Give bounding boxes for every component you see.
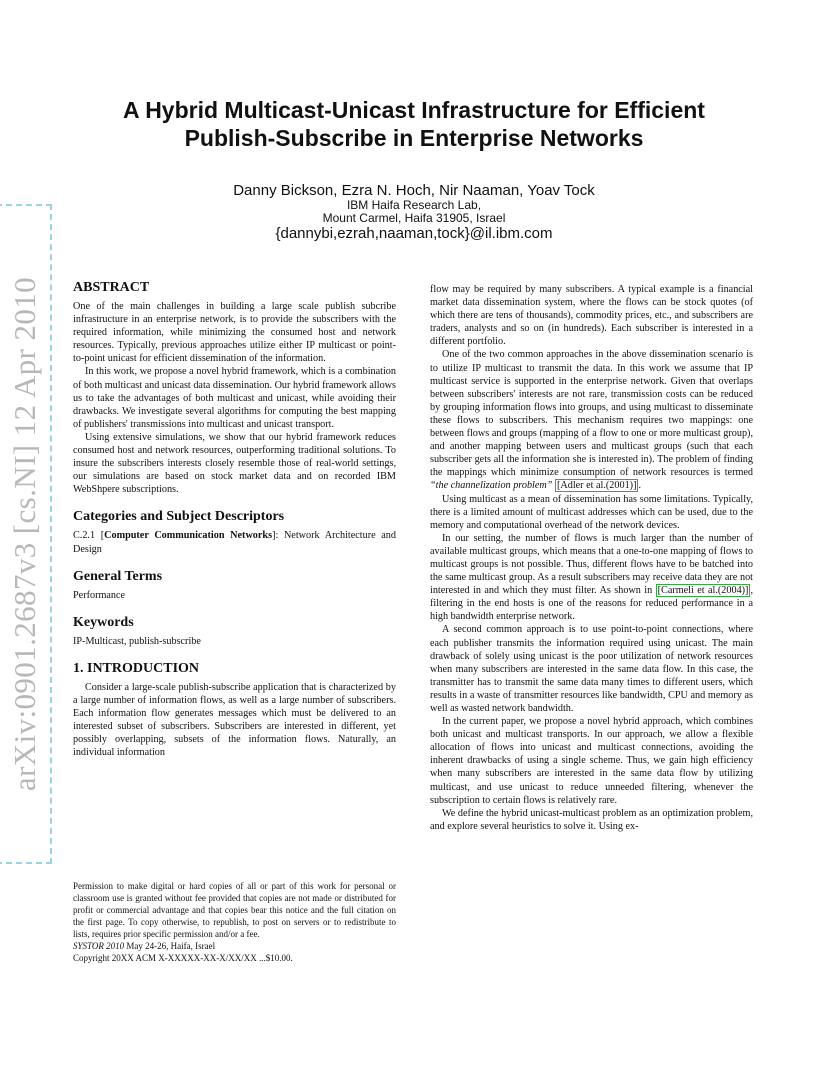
general-terms-heading: General Terms (73, 568, 163, 584)
title-line-2: Publish-Subscribe in Enterprise Networks (184, 125, 644, 151)
copyright-line: Copyright 20XX ACM X-XXXXX-XX-X/XX/XX ...$10.00. (73, 953, 293, 963)
abstract-heading: ABSTRACT (73, 280, 150, 295)
keywords-text: IP-Multicast, publish-subscribe (73, 635, 201, 647)
paper-title (70, 96, 758, 152)
body-paragraph-3: Using multicast as a mean of dissemination has some limitations. Typically, there is a limited amount of multicast addresses which can be used, due to the memory and computational overhead of the network devices. (430, 493, 753, 531)
affiliation-line-1: IBM Haifa Research Lab, (346, 198, 482, 212)
categories-heading: Categories and Subject Descriptors (73, 509, 285, 525)
abstract-paragraph-1: One of the main challenges in building a large scale publish subcribe infrastructure in an enterprise network, is to provide the subscribers with the required information, while minimizing the consumed host and network resources. Typically, previous approaches utilize either IP multicast or point-to-point unicast for efficient dissemination of the information. (73, 301, 396, 365)
abstract-paragraph-2: In this work, we propose a novel hybrid framework, which is a combination of both multicast and unicast data dissemination. Our hybrid framework allows us to take the advantages of both multicast and unicast, while avoiding their drawbacks. We investigate several algorithms for computing the best mapping of publishers' transmissions into multicast and unicast transport. (73, 366, 396, 430)
body-paragraph-5: A second common approach is to use point-to-point connections, where each publisher transmits the information required using unicast. The main drawback of solely using unicast is the poor utilization of network resources when many subscribers are interested in the same data flow. In this case, the transmitter has to transmit the same data many times to different users, which results in a waste of transmitter resources like bandwidth, CPU and memory as well as wasted network bandwidth. (430, 624, 753, 714)
citation-carmeli-2004[interactable]: [Carmeli et al.(2004)] (657, 585, 749, 597)
abstract-paragraph-3: Using extensive simulations, we show that our hybrid framework reduces consumed host and network resources, outperforming traditional solutions. To insure the subscribers interests closely resemble those of real-world settings, our simulations are based on stock market data and on recorded IBM WebShpere subscriptions. (73, 431, 396, 496)
keywords-heading: Keywords (73, 614, 134, 630)
author-names: Danny Bickson, Ezra N. Hoch, Nir Naaman, Yoav Tock (233, 182, 595, 199)
general-terms-text: Performance (73, 589, 126, 601)
right-column (430, 283, 753, 833)
venue-line: SYSTOR 2010 May 24-26, Haifa, Israel (73, 941, 216, 951)
copyright-footnote (73, 880, 396, 964)
affiliation-line-2: Mount Carmel, Haifa 31905, Israel (322, 211, 506, 225)
introduction-paragraph-1: Consider a large-scale publish-subscribe application that is characterized by a large number of information flows, as well as a large number of subscribers. Each information flow generates messages which must be delivered to an interested subset of subscribers. Subscribers are interested in different, yet possibly overlapping, subsets of the information flows. Naturally, an individual information (73, 681, 396, 759)
arxiv-side-label: arXiv:0901.2687v3 [cs.NI] 12 Apr 2010 (0, 204, 52, 864)
introduction-heading: 1. INTRODUCTION (73, 660, 200, 676)
left-column (73, 280, 396, 759)
citation-adler-2001[interactable]: [Adler et al.(2001)] (556, 480, 637, 492)
body-paragraph-7: We define the hybrid unicast-multicast problem as an optimization problem, and explore several heuristics to solve it. Using ex- (430, 807, 753, 832)
body-paragraph-2: One of the two common approaches in the above dissemination scenario is to utilize IP multicast to transmit the data. In this work we assume that IP multicast service is supported in the enterprise network. Given that overlaps between subscribers' interests are not rare, transmission costs can be reduced by grouping information flows into groups, and using multicast to disseminate these flows to subscribers. This mechanism requires two mappings: one between flows and groups (mapping of a flow to one or more multicast group), and another mapping between users and multicast groups (such that each subscriber gets all the information she is interested in). The problem of finding the mappings which minimize consumption of network resources is termed “the channelization problem” [Adler et al.(2001)] . (430, 349, 753, 492)
body-paragraph-4: In our setting, the number of flows is much larger than the number of available multicast groups, which means that a one-to-one mapping of flows to multicast groups is not possible. Thus, different flows have to be batched into the same multicast group. As a result subscribers may receive data they are not interested in and which they must filter. As shown in [Carmeli et al.(2004)] , filtering in the end hosts is one of the reasons for reduced performance in a high bandwidth enterprise network. (430, 532, 753, 623)
body-paragraph-1: flow may be required by many subscribers. A typical example is a financial market data dissemination system, where the flows can be stock quotes (of which there are tens of thousands), commodity prices, etc., and subscribers are traders, analysts and so on (in hundreds). Each subscriber is interested in a different portfolio. (430, 284, 753, 348)
title-line-1: A Hybrid Multicast-Unicast Infrastructure for Efficient (123, 97, 705, 123)
categories-text: C.2.1 [Computer Communication Networks]: Network Architecture and Design (73, 530, 396, 555)
body-paragraph-6: In the current paper, we propose a novel hybrid approach, which combines both unicast and multicast transports. In our approach, we allow a flexible allocation of flows into unicast and multicast connections, avoiding the inherent drawbacks of using a single scheme. Thus, we gain high efficiency when many subscribers are interested in the same data flow by utilizing multicast, and use unicast to reduce unneeded filtering, whenever the subscription to certain flows is relatively rare. (430, 716, 753, 806)
permission-notice: Permission to make digital or hard copies of all or part of this work for personal or classroom use is granted without fee provided that copies are not made or distributed for profit or commercial advantage and that copies bear this notice and the full citation on the first page. To copy otherwise, to republish, to post on servers or to redistribute to lists, requires prior specific permission and/or a fee. (73, 881, 396, 939)
author-block (70, 183, 758, 242)
author-emails: {dannybi,ezrah,naaman,tock}@il.ibm.com (275, 225, 553, 242)
